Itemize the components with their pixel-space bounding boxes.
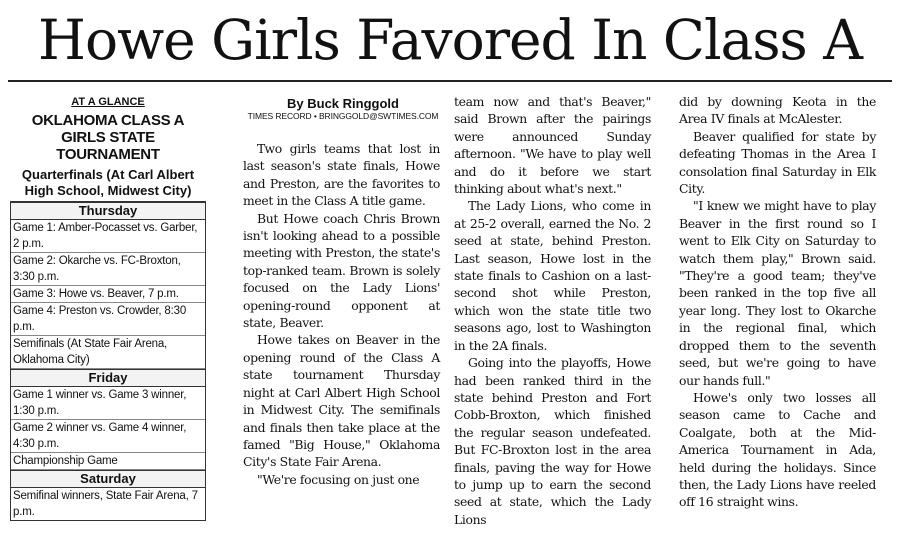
byline	[243, 96, 443, 122]
paragraph: Beaver qualified for state by defeating Thomas in the Area I consolation final Saturday in Elk City.	[679, 128, 876, 197]
schedule-row: Game 4: Preston vs. Crowder, 8:30 p.m.	[11, 303, 205, 336]
byline-credit: TIMES RECORD • BRINGGOLD@SWTIMES.COM	[247, 111, 439, 121]
paragraph: did by downing Keota in the Area IV finals at McAlester.	[679, 94, 876, 127]
paragraph: Going into the playoffs, Howe had been ranked third in the state behind Preston and Fort Cobb-Broxton, which finished the regular season undefeated. But FC-Broxton lost in the area finals, paving the way for Howe to jump up to earn the second seed at state, which the Lady Lions	[454, 355, 651, 527]
schedule-day-saturday: Saturday	[11, 470, 205, 488]
byline-author: By Buck Ringgold	[287, 96, 399, 111]
schedule-row: Game 1 winner vs. Game 3 winner, 1:30 p.m.	[11, 387, 205, 420]
paragraph: Howe takes on Beaver in the opening round of the Class A state tournament Thursday night at Carl Albert High School in Midwest City. The semifinals and finals then take place at the famed "Big House," Oklahoma City's State Fair Arena.	[243, 332, 440, 470]
schedule-row: Game 2 winner vs. Game 4 winner, 4:30 p.m.	[11, 420, 205, 453]
at-a-glance-sidebar	[10, 96, 206, 521]
sidebar-title: OKLAHOMA CLASS A GIRLS STATE TOURNAMENT	[31, 112, 185, 163]
schedule-box	[10, 201, 206, 521]
paragraph: The Lady Lions, who come in at 25-2 overall, earned the No. 2 seed at state, behind Preston. Last season, Howe lost in the state finals to Cashion on a last-second shot while Preston, which won the state title two seasons ago, lost to Washington in the 2A finals.	[454, 198, 651, 353]
paragraph: team now and that's Beaver," said Brown after the pairings were announced Sunday afternoon. "We have to play well and do it before we start thinking about what's next."	[454, 94, 651, 197]
schedule-day-friday: Friday	[11, 369, 205, 387]
headline-rule	[8, 80, 892, 82]
schedule-row: Semifinals (At State Fair Arena, Oklahoma City)	[11, 336, 205, 369]
article-column-3	[679, 93, 876, 511]
schedule-row: Game 2: Okarche vs. FC-Broxton, 3:30 p.m.	[11, 253, 205, 286]
paragraph: "We're focusing on just one	[257, 471, 420, 487]
schedule-row: Championship Game	[11, 453, 205, 470]
schedule-row: Game 1: Amber-Pocasset vs. Garber, 2 p.m.	[11, 220, 205, 253]
schedule-row: Semifinal winners, State Fair Arena, 7 p.m.	[13, 490, 198, 518]
sidebar-subtitle: Quarterfinals (At Carl Albert High School, Midwest City)	[21, 167, 195, 198]
article-column-1	[243, 140, 440, 488]
paragraph: "I knew we might have to play Beaver in the first round so I went to Elk City on Saturday to watch them play," Brown said. "They're a good team; they've been ranked in the top five all year long. They lost to Okarche in the regional final, which dropped them to the seventh seed, but we're going to have our hands full."	[679, 198, 876, 388]
paragraph: Howe's only two losses all season came to Cache and Coalgate, both at the Mid-America Tournament in Ada, held during the holidays. Since then, the Lady Lions have reeled off 16 straight wins.	[679, 389, 876, 510]
article-column-2	[454, 93, 651, 528]
paragraph: Two girls teams that lost in last season's state finals, Howe and Preston, are the favorites to meet in the Class A title game.	[243, 141, 440, 209]
paragraph: But Howe coach Chris Brown isn't looking ahead to a possible meeting with Preston, the state's top-ranked team. Brown is solely focused on the Lady Lions' opening-round opponent at state, Beaver.	[243, 210, 440, 331]
schedule-day-thursday: Thursday	[11, 202, 205, 220]
sidebar-kicker: AT A GLANCE	[71, 96, 145, 108]
schedule-row: Game 3: Howe vs. Beaver, 7 p.m.	[11, 286, 205, 303]
headline: Howe Girls Favored In Class A	[38, 8, 862, 72]
